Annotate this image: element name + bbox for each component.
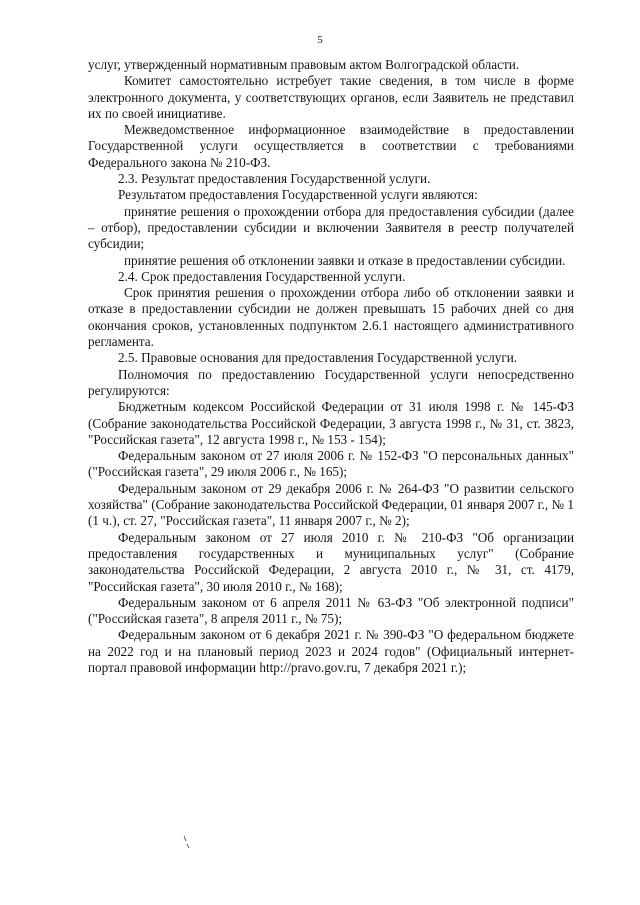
paragraph: Результатом предоставления Государственной услуги являются: — [118, 187, 478, 203]
section-heading: 2.4. Срок предоставления Государственной услуги. — [118, 268, 406, 284]
document-body — [88, 57, 574, 676]
law-reference: Федеральным законом от 27 июля 2006 г. № 152-ФЗ "О персональных данных" ("Российская газета", 29 июля 2006 г., № 165); — [88, 448, 574, 480]
paragraph: Полномочия по предоставлению Государственной услуги непосредственно регулируются: — [88, 366, 574, 398]
law-reference: Федеральным законом от 27 июля 2010 г. № 210-ФЗ "Об организации предоставления государственных и муниципальных услуг" (Собрание законодательства Российской Федерации, 2 августа 2010 г., № 31, ст. 4179, "Российская газета", 30 июля 2010 г., № 168); — [88, 529, 574, 594]
paragraph: Срок принятия решения о прохождении отбора либо об отклонении заявки и отказе в предоставлении субсидии не должен превышать 15 рабочих дней со дня окончания сроков, установленных подпунктом 2.6.1 настоящего административного регламента. — [88, 285, 574, 350]
paragraph: Комитет самостоятельно истребует такие сведения, в том числе в форме электронного документа, у соответствующих органов, если Заявитель не представил их по своей инициативе. — [88, 73, 574, 121]
law-reference: Федеральным законом от 6 декабря 2021 г. № 390-ФЗ "О федеральном бюджете на 2022 год и на плановый период 2023 и 2024 годов" (Официальный интернет-портал правовой информации http://pravo.gov.ru, 7 декабря 2021 г.); — [88, 627, 574, 675]
law-reference: Федеральным законом от 6 апреля 2011 № 63-ФЗ "Об электронной подписи" ("Российская газета", 8 апреля 2011 г., № 75); — [88, 594, 574, 627]
law-reference: Бюджетным кодексом Российской Федерации от 31 июля 1998 г. № 145-ФЗ (Собрание законодательства Российской Федерации, 3 августа 1998 г., № 31, ст. 3823, "Российская газета", 12 августа 1998 г., № 153 - 154); — [88, 399, 574, 447]
paragraph: Межведомственное информационное взаимодействие в предоставлении Государственной услуги осуществляется в соответствии с требованиями Федерального закона № 210-ФЗ. — [88, 122, 574, 170]
scan-artifact-mark — [183, 835, 191, 849]
law-reference: Федеральным законом от 29 декабря 2006 г. № 264-ФЗ "О развитии сельского хозяйства" (Собрание законодательства Российской Федерации, 01 января 2007 г., № 1 (1 ч.), ст. 27, "Российская газета", 11 января 2007 г., № 2); — [88, 480, 574, 529]
page-number: 5 — [317, 34, 323, 46]
list-item: принятие решения об отклонении заявки и отказе в предоставлении субсидии. — [124, 252, 566, 268]
list-item: принятие решения о прохождении отбора для предоставления субсидии (далее – отбор), предоставлении субсидии и включении Заявителя в реестр получателей субсидии; — [88, 203, 574, 252]
section-heading: 2.5. Правовые основания для предоставления Государственной услуги. — [118, 350, 518, 366]
paragraph: услуг, утвержденный нормативным правовым актом Волгоградской области. — [88, 57, 520, 72]
section-heading: 2.3. Результат предоставления Государственной услуги. — [118, 171, 431, 187]
